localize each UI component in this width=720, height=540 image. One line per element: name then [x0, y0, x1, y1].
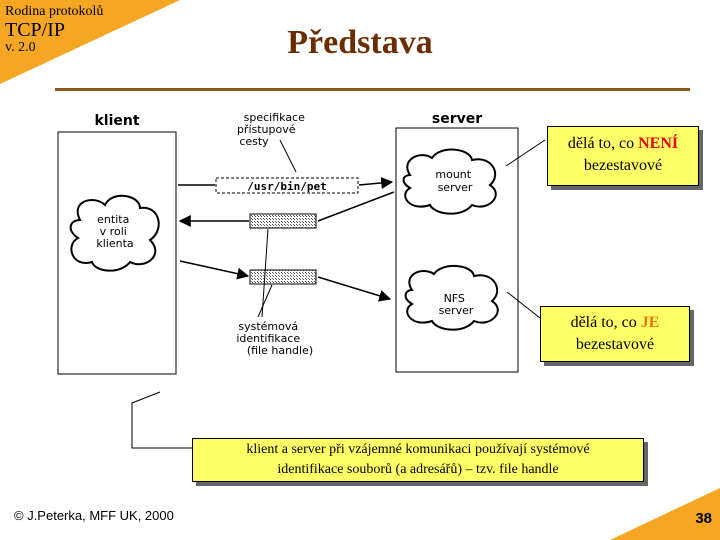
- spec-note: specifikace přístupové cesty: [236, 111, 305, 148]
- handle-note: systémová identifikace (file handle): [236, 320, 314, 357]
- slide-title: Představa: [287, 24, 433, 61]
- page-number: 38: [695, 510, 712, 527]
- server-label: server: [431, 111, 483, 127]
- series-name: Rodina protokolů: [5, 4, 104, 19]
- path-message-text: /usr/bin/pet: [247, 180, 327, 193]
- arrow-mount-to-handle: [318, 192, 394, 221]
- spec-pointer: [280, 140, 296, 172]
- series-protocol: TCP/IP: [5, 19, 66, 41]
- callout-file-handle: klient a server při vzájemné komunikaci používají systémové identifikace souborů (a adresářů) – tzv. file handle: [192, 438, 644, 482]
- series-version: v. 2.0: [5, 40, 36, 55]
- copyright-footer: © J.Peterka, MFF UK, 2000: [14, 508, 174, 523]
- arrow-path-to-mount: [359, 182, 392, 185]
- arrow-client-to-handle: [180, 261, 248, 276]
- callout-not-stateless: dělá to, co NENÍ bezestavové: [547, 126, 699, 186]
- callout3-connector: [132, 392, 192, 448]
- file-handle-block-2: [250, 270, 316, 284]
- emphasis-neni: NENÍ: [638, 135, 679, 152]
- emphasis-je: JE: [640, 314, 660, 331]
- mount-server-text: mount server: [435, 168, 473, 194]
- handle-pointer-2: [258, 285, 272, 317]
- nfs-server-text: NFS server: [438, 292, 474, 317]
- callout-stateless: dělá to, co JE bezestavové: [540, 306, 690, 362]
- file-handle-block-1: [250, 214, 316, 228]
- arrow-handle-to-nfs: [318, 277, 390, 299]
- client-label: klient: [94, 113, 140, 129]
- client-entity-text: entita v roli klienta: [96, 213, 134, 250]
